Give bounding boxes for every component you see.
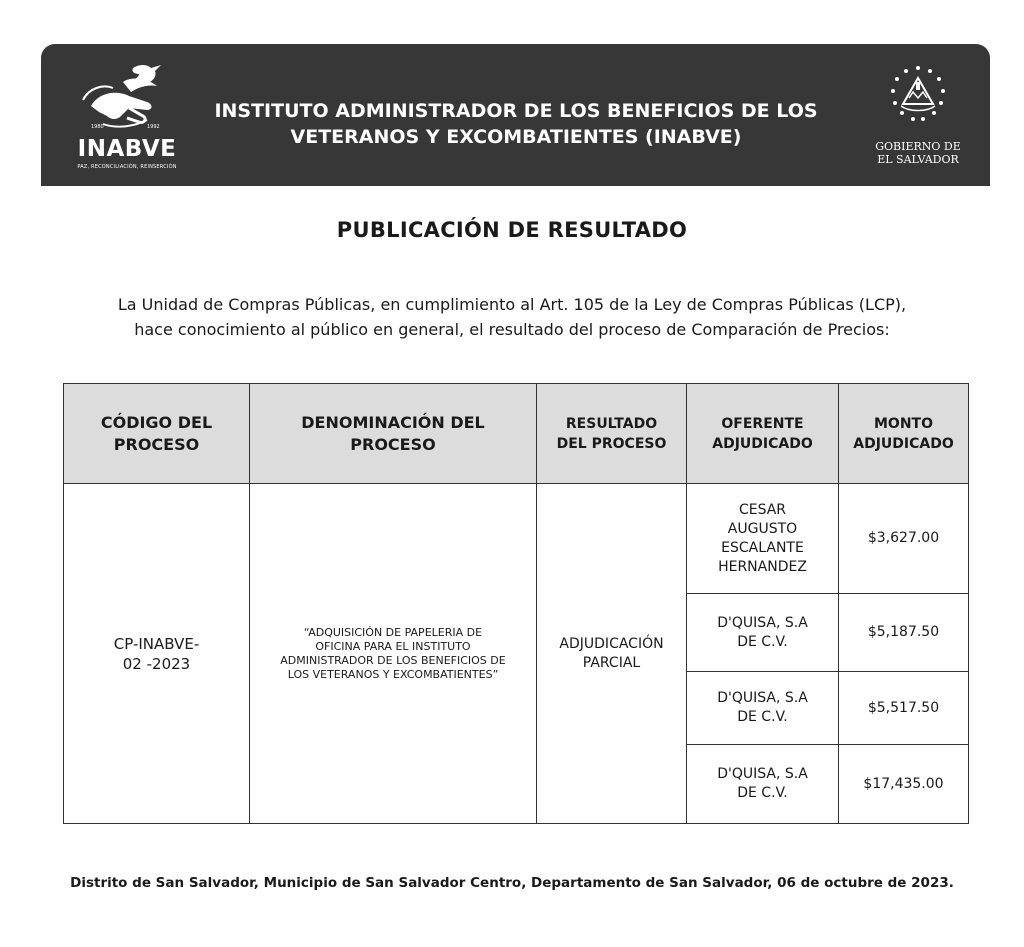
dove-handshake-icon	[73, 62, 181, 136]
process-result: ADJUDICACIÓN PARCIAL	[537, 484, 687, 824]
inabve-logo	[73, 62, 188, 172]
institution-title: INSTITUTO ADMINISTRADOR DE LOS BENEFICIOS DE LOS VETERANOS Y EXCOMBATIENTES (INABVE)	[214, 100, 818, 148]
awarded-bidder: D'QUISA, S.A DE C.V.	[687, 745, 839, 824]
gobierno-text	[863, 140, 973, 166]
logo-year-left: 1980	[91, 124, 104, 130]
table-header-row	[64, 384, 969, 484]
header-code: CÓDIGO DEL PROCESO	[64, 384, 250, 484]
header-banner	[41, 44, 990, 186]
intro-line: hace conocimiento al público en general, el resultado del proceso de Comparación de Precios:	[134, 320, 890, 339]
awarded-amount: $5,517.50	[839, 672, 969, 745]
awarded-amount: $3,627.00	[839, 484, 969, 594]
page-title: PUBLICACIÓN DE RESULTADO	[336, 218, 688, 242]
intro-paragraph	[50, 292, 974, 342]
logo-tagline: PAZ, RECONCILIACIÓN, REINSERCIÓN	[77, 164, 177, 170]
header-amount: MONTO ADJUDICADO	[839, 384, 969, 484]
process-name: “ADQUISICIÓN DE PAPELERIA DE OFICINA PARA EL INSTITUTO ADMINISTRADOR DE LOS BENEFICIOS DE LOS VETERANOS Y EXCOMBATIENTES”	[250, 484, 537, 824]
process-code: CP-INABVE- 02 -2023	[64, 484, 250, 824]
table-row	[64, 484, 969, 594]
footer-location-date: Distrito de San Salvador, Municipio de San Salvador Centro, Departamento de San Salvador, 06 de octubre de 2023.	[70, 875, 954, 891]
awarded-amount: $17,435.00	[839, 745, 969, 824]
coat-of-arms-icon	[863, 62, 973, 138]
intro-line: La Unidad de Compras Públicas, en cumplimiento al Art. 105 de la Ley de Compras Públicas (LCP),	[117, 295, 907, 314]
awarded-bidder: D'QUISA, S.A DE C.V.	[687, 672, 839, 745]
results-table	[63, 383, 969, 824]
header-result: RESULTADO DEL PROCESO	[537, 384, 687, 484]
awarded-amount: $5,187.50	[839, 594, 969, 672]
gobierno-logo	[863, 62, 973, 182]
gobierno-line1: GOBIERNO DE	[875, 140, 961, 153]
logo-year-right: 1992	[147, 124, 160, 130]
header-bidder: OFERENTE ADJUDICADO	[687, 384, 839, 484]
awarded-bidder: CESAR AUGUSTO ESCALANTE HERNANDEZ	[687, 484, 839, 594]
gobierno-line2: EL SALVADOR	[877, 153, 959, 166]
header-name: DENOMINACIÓN DEL PROCESO	[250, 384, 537, 484]
logo-name: INABVE	[77, 136, 177, 162]
awarded-bidder: D'QUISA, S.A DE C.V.	[687, 594, 839, 672]
